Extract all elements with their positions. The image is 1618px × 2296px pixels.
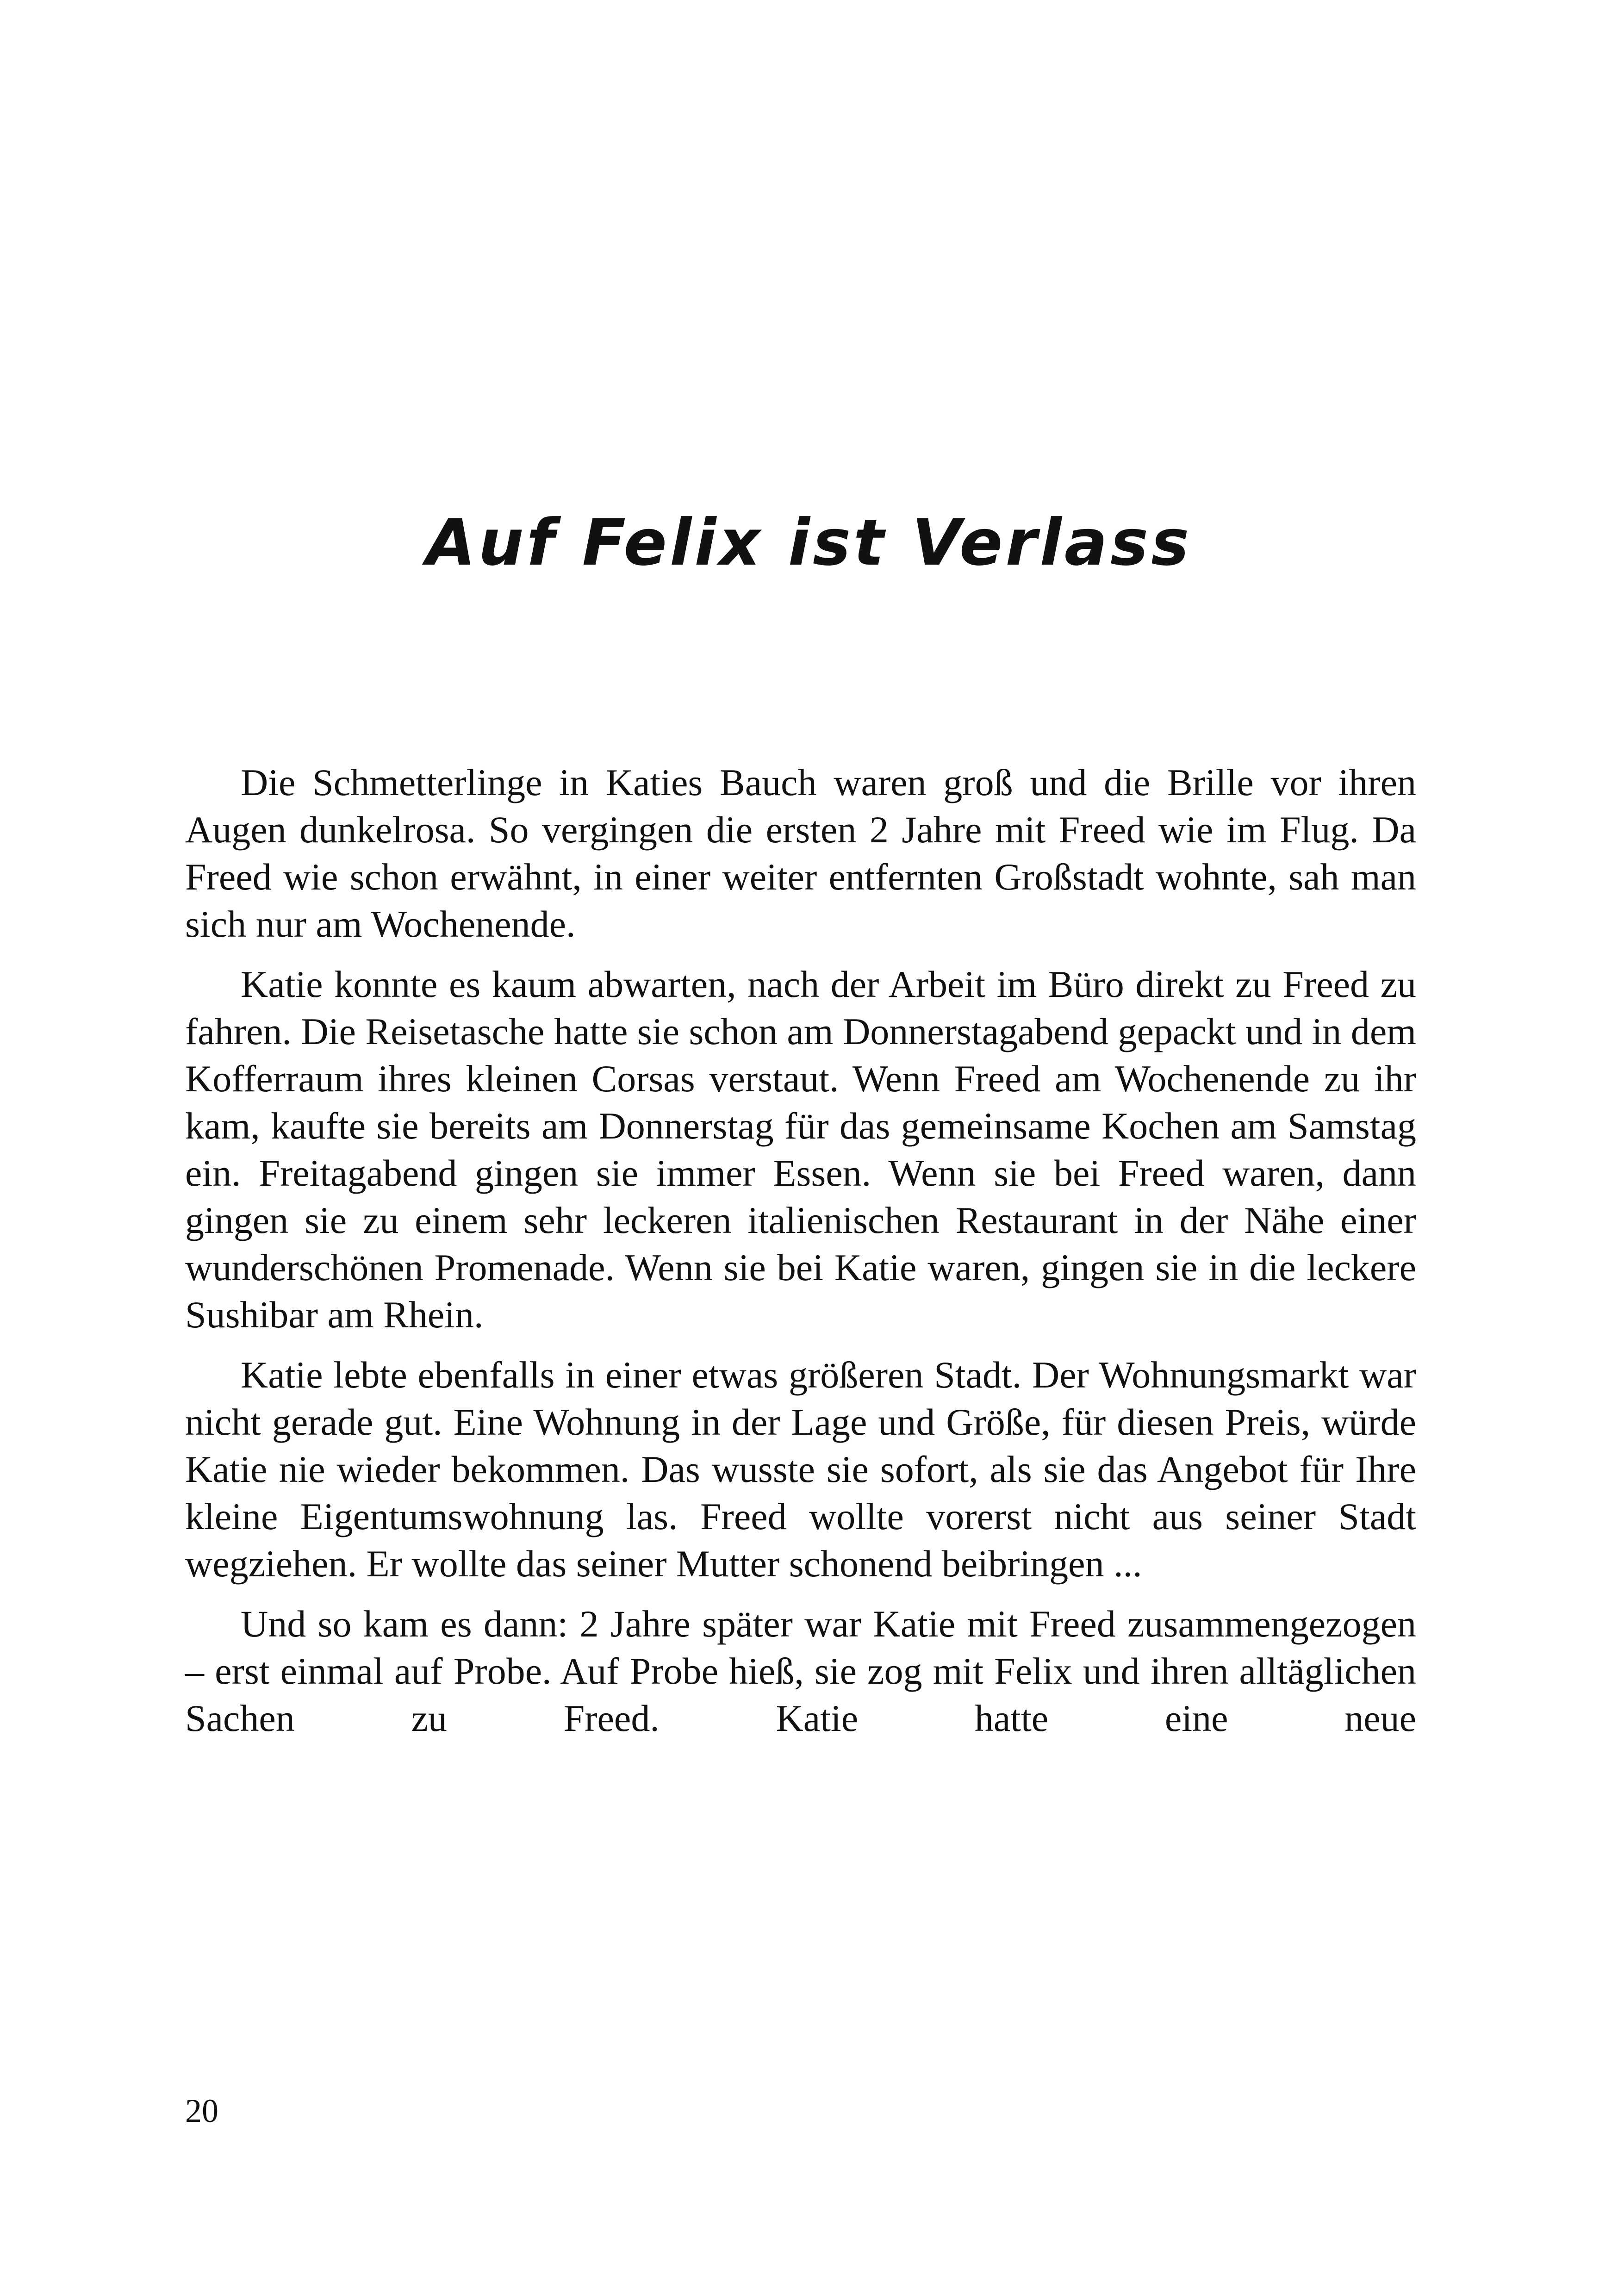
body-text <box>185 759 1416 1755</box>
paragraph-1: Die Schmetterlinge in Katies Bauch waren groß und die Brille vor ihren Augen dunkelrosa. So vergingen die ersten 2 Jahre mit Freed wie im Flug. Da Freed wie schon erwähnt, in einer weiter entfernten Großstadt wohnte, sah man sich nur am Wochenende. <box>185 761 1416 945</box>
paragraph-2: Katie konnte es kaum abwarten, nach der Arbeit im Büro direkt zu Freed zu fahren. Die Reisetasche hatte sie schon am Donnerstagabend gepackt und in dem Kofferraum ihres kleinen Corsas verstaut. Wenn Freed am Wochenende zu ihr kam, kaufte sie bereits am Donnerstag für das gemeinsame Kochen am Samstag ein. Freitagabend gingen sie immer Essen. Wenn sie bei Freed waren, dann gingen sie zu einem sehr leckeren italienischen Restaurant in der Nähe einer wunderschönen Promenade. Wenn sie bei Katie waren, gingen sie in die leckere Sushibar am Rhein. <box>185 963 1416 1336</box>
paragraph-3: Katie lebte ebenfalls in einer etwas größeren Stadt. Der Wohnungsmarkt war nicht gerade gut. Eine Wohnung in der Lage und Größe, für diesen Preis, würde Katie nie wieder bekommen. Das wusste sie sofort, als sie das Angebot für Ihre kleine Eigentumswohnung las. Freed wollte vorerst nicht aus seiner Stadt wegziehen. Er wollte das seiner Mutter schonend beibringen ... <box>185 1354 1416 1585</box>
paragraph-4: Und so kam es dann: 2 Jahre später war Katie mit Freed zusammengezogen – erst einmal auf Probe. Auf Probe hieß, sie zog mit Felix und ihren alltäglichen Sachen zu Freed. Katie hatte eine neue <box>185 1603 1416 1739</box>
chapter-title: Auf Felix ist Verlass <box>426 505 1192 580</box>
page-number: 20 <box>185 2092 218 2129</box>
